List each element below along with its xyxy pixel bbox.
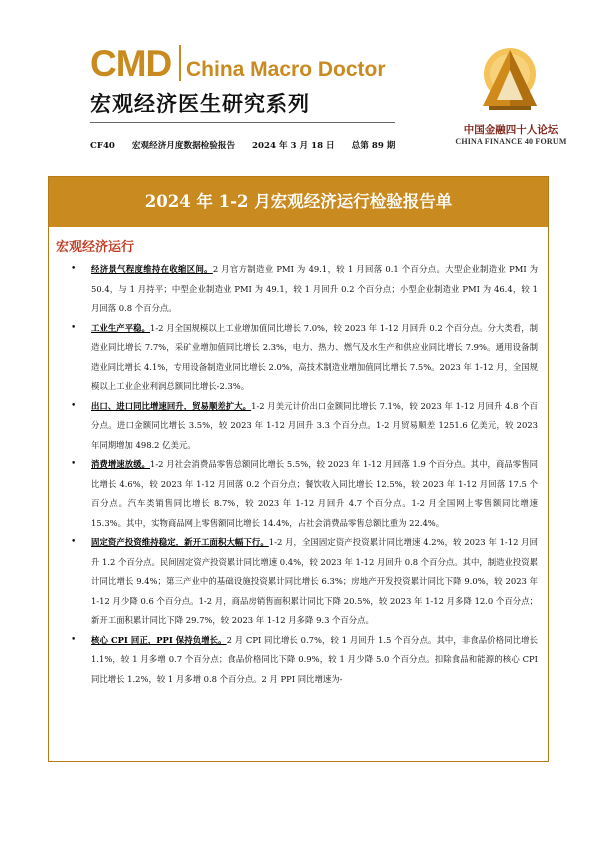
item-lead: 经济景气程度维持在收缩区间。 <box>91 264 213 274</box>
item-lead: 核心 CPI 回正，PPI 保持负增长。 <box>91 634 227 645</box>
bullet-icon: • <box>71 537 77 547</box>
bullet-icon: • <box>71 459 77 469</box>
logo-divider <box>179 45 181 81</box>
report-banner-title: 2024 年 1-2 月宏观经济运行检验报告单 <box>49 177 548 227</box>
item-text: 2 月官方制造业 PMI 为 49.1，较 1 月回落 0.1 个百分点。大型企业制造业 PMI 为 50.4，与 1 月持平；中型企业制造业 PMI 为 49.1，较 1 月回升 0.2 个百分点；小型企业制造业 PMI 为 46.4，较 1 月回落 0.8 个百分点。 <box>91 264 539 313</box>
item-lead: 消费增速放缓。 <box>91 459 150 469</box>
forum-name-cn: 中国金融四十人论坛 <box>463 124 559 136</box>
item-text: 1-2 月社会消费品零售总额同比增长 5.5%，较 2023 年 1-12 月回落 1.9 个百分点。其中，商品零售同比增长 4.6%，较 2023 年 1-12 月回落 0.2 个百分点；餐饮收入同比增长 12.5%，较 2023 年 1-12 月回落 17.5 个百分点。汽车类销售同比增长 8.7%，较 2023 年 1-12 月回升 4.7 个百分点。1-2 月全国网上零售额同比增速 15.3%。其中，实物商品网上零售额同比增长 14.4%，占社会消费品零售总额比重为 22.4%。 <box>91 459 539 528</box>
list-item <box>49 397 548 456</box>
report-card <box>48 176 549 762</box>
brand-name-en: China Macro Doctor <box>186 58 386 81</box>
report-code: CF40 <box>90 141 115 151</box>
report-date: 2024 年 3 月 18 日 <box>252 141 335 151</box>
list-item <box>49 319 548 397</box>
item-lead: 固定资产投资维持稳定，新开工面积大幅下行。 <box>91 537 269 547</box>
report-issue: 总第 89 期 <box>351 141 396 151</box>
indicator-list <box>49 260 548 689</box>
item-text: 2 月 CPI 同比增长 0.7%，较 1 月回升 1.5 个百分点。其中，非食品价格同比增长 1.1%，较 1 月多增 0.7 个百分点；食品价格同比下降 0.9%，较 1 月少降 5.0 个百分点。扣除食品和能源的核心 CPI 同比增长 1.2%，较 1 月多增 0.8 个百分点。2 月 PPI 同比增速为- <box>91 634 538 684</box>
header-divider <box>90 122 395 123</box>
item-text: 1-2 月美元计价出口金额同比增长 7.1%，较 2023 年 1-12 月回升 4.8 个百分点。进口金额同比增长 3.5%，较 2023 年 1-12 月回升 3.3 个百分点。1-2 月贸易顺差 1251.6 亿美元，较 2023 年同期增加 498.2 亿美元。 <box>91 400 538 450</box>
section-title: 宏观经济运行 <box>56 240 135 255</box>
bullet-icon: • <box>71 264 77 274</box>
item-lead: 出口、进口同比增速回升，贸易顺差扩大。 <box>91 400 252 411</box>
item-text: 1-2 月全国规模以上工业增加值同比增长 7.0%，较 2023 年 1-12 月回升 0.2 个百分点。分大类看，制造业同比增长 7.7%，采矿业增加值同比增长 2.3%，电力、热力、燃气及水生产和供应业同比增长 7.9%。通用设备制造业同比增长 4.1%，专用设备制造业同比增长 2.0%，高技术制造业增加值同比增长 7.5%。2023 年 1-12 月，全国规模以上工业企业利润总额同比增长-2.3%。 <box>91 322 539 391</box>
list-item <box>49 631 548 690</box>
item-text: 1-2 月，全国固定资产投资累计同比增速 4.2%，较 2023 年 1-12 月回升 1.2 个百分点。民间固定资产投资累计同比增速 0.4%，较 2023 年 1-12 月回升 0.8 个百分点。其中，制造业投资累计同比增长 9.4%；第三产业中的基础设施投资累计同比增长 6.3%；房地产开发投资累计同比下降 9.0%，较 2023 年 1-12 月少降 0.6 个百分点。1-2 月，商品房销售面积累计同比下降 20.5%，较 2023 年 1-12 月多降 12.0 个百分点；新开工面积累计同比下降 29.7%，较 2023 年 1-12 月多降 9.3 个百分点。 <box>91 537 539 625</box>
bullet-icon: • <box>71 634 77 645</box>
report-meta <box>90 139 409 151</box>
report-name: 宏观经济月度数据检验报告 <box>131 141 236 151</box>
forum-emblem-icon <box>475 44 545 120</box>
brand-logo: CMD <box>90 43 172 84</box>
bullet-icon: • <box>71 322 77 333</box>
list-item <box>49 260 548 319</box>
bullet-icon: • <box>71 400 77 411</box>
forum-name-en: CHINA FINANCE 40 FORUM <box>455 137 567 146</box>
item-lead: 工业生产平稳。 <box>91 322 150 333</box>
series-title: 宏观经济医生研究系列 <box>90 92 310 116</box>
list-item <box>49 455 548 533</box>
list-item <box>49 533 548 631</box>
